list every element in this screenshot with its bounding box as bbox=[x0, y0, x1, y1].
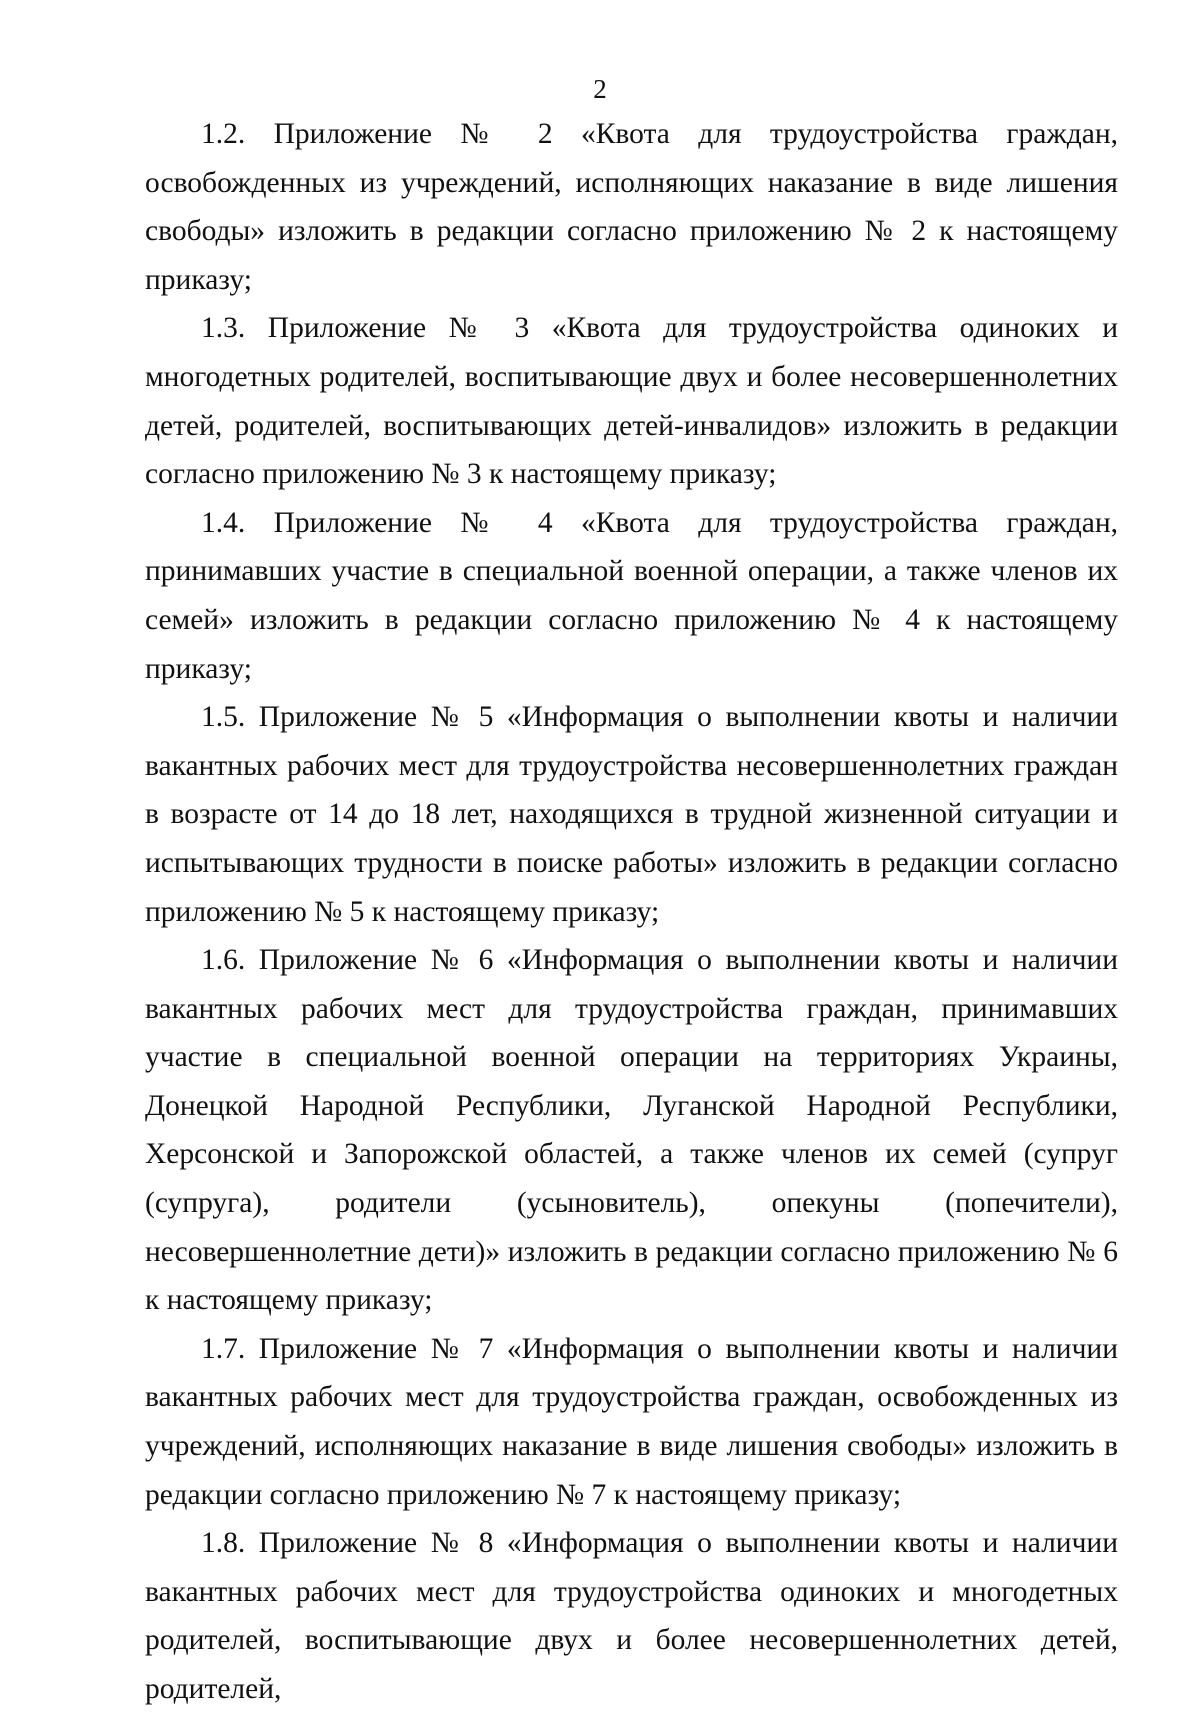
paragraph-1-7: 1.7. Приложение № 7 «Информация о выполнении квоты и наличии вакантных рабочих мест для трудоустройства граждан, освобожденных из учреждений, исполняющих наказание в виде лишения свободы» изложить в редакции согласно приложению № 7 к настоящему приказу; bbox=[145, 1332, 1118, 1511]
paragraph-1-3: 1.3. Приложение № 3 «Квота для трудоустройства одиноких и многодетных родителей, воспитывающие двух и более несовершеннолетних детей, родителей, воспитывающих детей-инвалидов» изложить в редакции согласно приложению № 3 к настоящему приказу; bbox=[145, 312, 1118, 491]
paragraph-1-2: 1.2. Приложение № 2 «Квота для трудоустройства граждан, освобожденных из учреждений, исполняющих наказание в виде лишения свободы» изложить в редакции согласно приложению № 2 к настоящему приказу; bbox=[145, 118, 1118, 296]
paragraph-1-8: 1.8. Приложение № 8 «Информация о выполнении квоты и наличии вакантных рабочих мест для трудоустройства одиноких и многодетных родителей, воспитывающие двух и более несовершеннолетних детей, родителей, bbox=[145, 1527, 1118, 1705]
page-number: 2 bbox=[593, 74, 607, 104]
document-body bbox=[145, 110, 1118, 1714]
paragraph-1-4: 1.4. Приложение № 4 «Квота для трудоустройства граждан, принимавших участие в специальной военной операции, а также членов их семей» изложить в редакции согласно приложению № 4 к настоящему приказу; bbox=[145, 506, 1118, 685]
paragraph-1-5: 1.5. Приложение № 5 «Информация о выполнении квоты и наличии вакантных рабочих мест для трудоустройства несовершеннолетних граждан в возрасте от 14 до 18 лет, находящихся в трудной жизненной ситуации и испытывающих трудности в поиске работы» изложить в редакции согласно приложению № 5 к настоящему приказу; bbox=[145, 701, 1118, 928]
paragraph-1-6: 1.6. Приложение № 6 «Информация о выполнении квоты и наличии вакантных рабочих мест для трудоустройства граждан, принимавших участие в специальной военной операции на территориях Украины, Донецкой Народной Республики, Луганской Народной Республики, Херсонской и Запорожской областей, а также членов их семей (супруг (супруга), родители (усыновитель), опекуны (попечители), несовершеннолетние дети)» изложить в редакции согласно приложению № 6 к настоящему приказу; bbox=[145, 944, 1118, 1317]
